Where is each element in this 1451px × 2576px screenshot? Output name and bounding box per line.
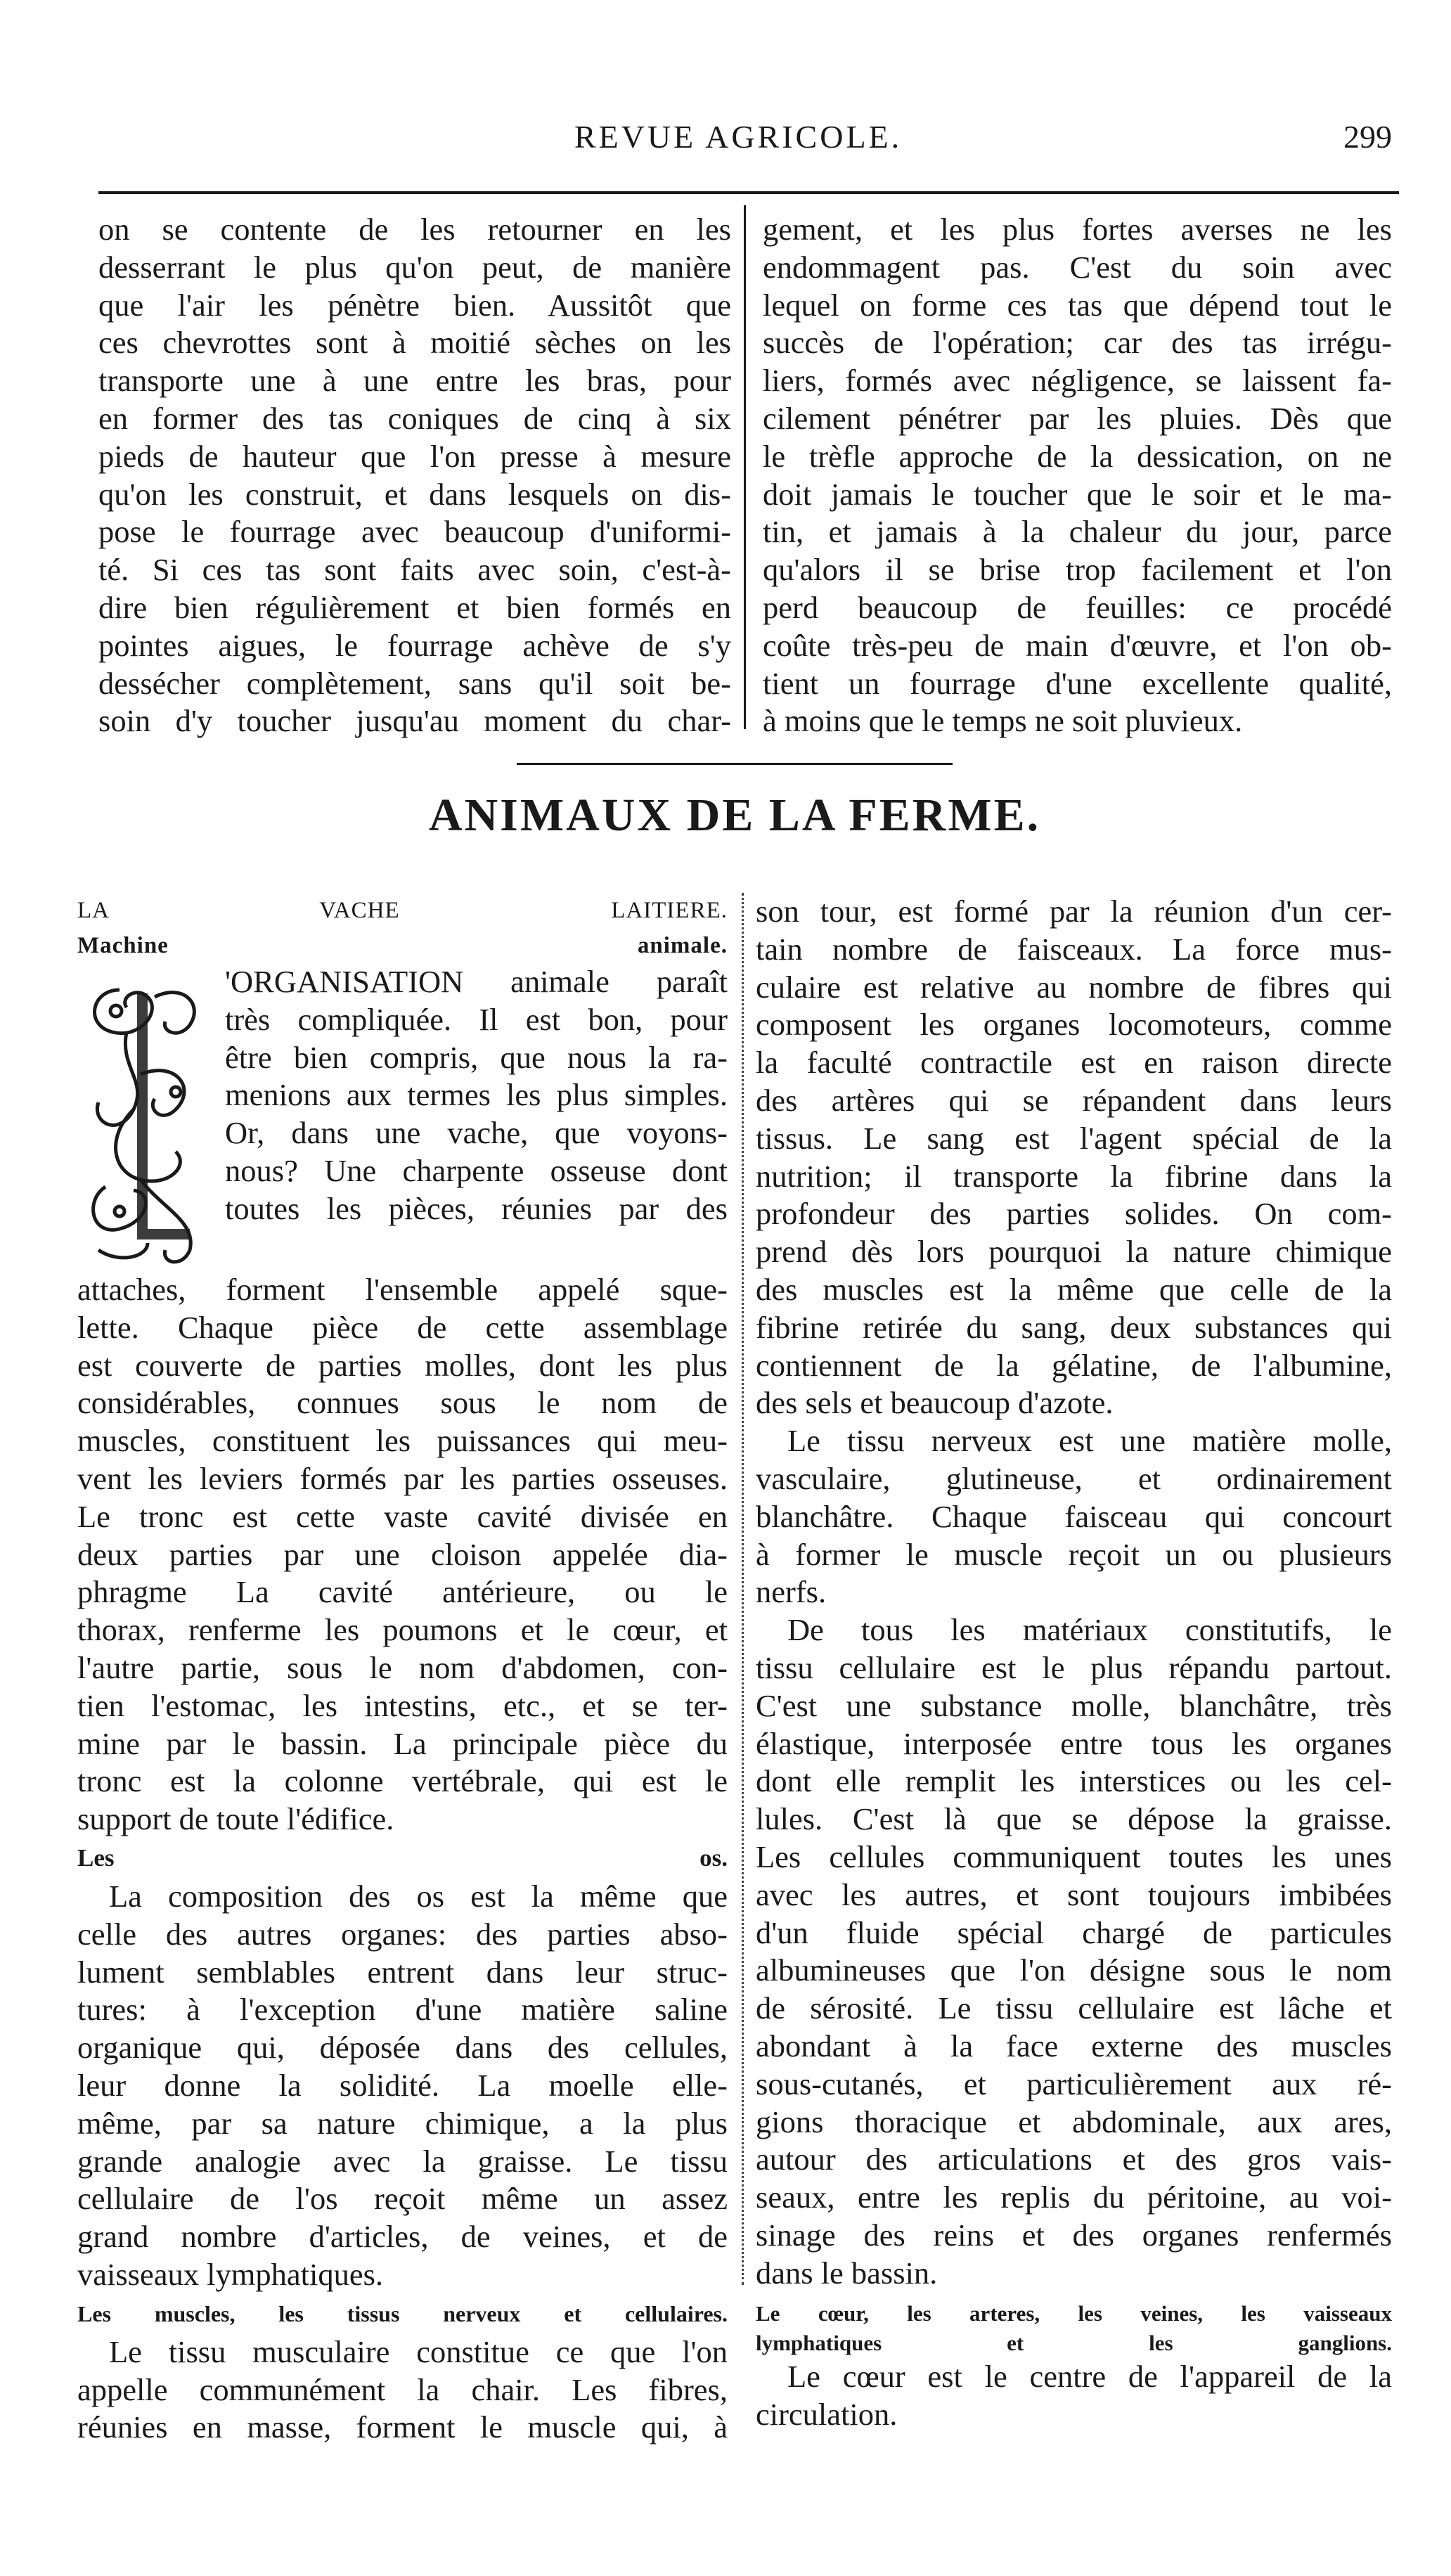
text-line: qu'alors il se brise trop facilement et l'on [763, 552, 1392, 588]
text-line: considérables, connues sous le nom de [77, 1385, 728, 1421]
text-line: pointes aigues, le fourrage achève de s'y [98, 627, 731, 663]
text-line: dessécher complètement, sans qu'il soit be- [98, 665, 731, 701]
subsection-heading-muscles: Les muscles, les tissus nerveux et cellulaires. [77, 2300, 728, 2326]
running-header: REVUE AGRICOLE. [574, 119, 903, 155]
text-line: soin d'y toucher jusqu'au moment du char- [98, 703, 731, 739]
text-line: lequel on forme ces tas que dépend tout le [763, 287, 1392, 323]
text-line: que l'air les pénètre bien. Aussitôt que [98, 287, 731, 323]
text-line: La composition des os est la même que [109, 1878, 728, 1914]
text-line: des artères qui se répandent dans leurs [756, 1082, 1392, 1118]
text-line: tissu cellulaire est le plus répandu partout. [756, 1649, 1392, 1685]
text-line: toutes les pièces, réunies par des [225, 1190, 728, 1226]
text-line: vaisseaux lymphatiques. [77, 2256, 384, 2292]
text-line: même, par sa nature chimique, a la plus [77, 2105, 728, 2141]
text-line: profondeur des parties solides. On com- [756, 1196, 1392, 1232]
text-line: à moins que le temps ne soit pluvieux. [763, 703, 1243, 739]
text-line: pose le fourrage avec beaucoup d'uniformi- [98, 514, 731, 550]
article-subtitle: Machine animale. [77, 933, 728, 958]
text-line: blanchâtre. Chaque faisceau qui concourt [756, 1498, 1392, 1534]
text-line: on se contente de les retourner en les [98, 212, 731, 247]
bottom-right-column [756, 893, 1392, 2434]
text-line: liers, formés avec négligence, se laissent fa- [763, 363, 1392, 399]
text-line: sinage des reins et des organes renfermés [756, 2217, 1392, 2253]
text-line: attaches, forment l'ensemble appelé sque- [77, 1272, 728, 1307]
text-line: leur donne la solidité. La moelle elle- [77, 2067, 728, 2103]
text-line: appelle communément la chair. Les fibres, [77, 2371, 728, 2407]
text-line: té. Si ces tas sont faits avec soin, c'est-à- [98, 552, 731, 588]
text-line: grand nombre d'articles, de veines, et de [77, 2219, 728, 2255]
text-line: à former le muscle reçoit un ou plusieurs [756, 1536, 1392, 1572]
text-line: tien l'estomac, les intestins, etc., et se ter- [77, 1687, 728, 1723]
text-line: thorax, renferme les poumons et le cœur, et [77, 1612, 728, 1648]
text-line: ces chevrottes sont à moitié sèches on les [98, 325, 731, 361]
text-line: nous? Une charpente osseuse dont [225, 1152, 728, 1188]
text-line: dans le bassin. [756, 2255, 938, 2291]
text-line: Le cœur est le centre de l'appareil de la [787, 2359, 1392, 2395]
text-line: très compliquée. Il est bon, pour [225, 1001, 728, 1037]
text-line: Les cellules communiquent toutes les unes [756, 1838, 1392, 1874]
page-number: 299 [1343, 119, 1392, 155]
text-line: dire bien régulièrement et bien formés en [98, 589, 731, 625]
text-line: perd beaucoup de feuilles: ce procédé [763, 589, 1392, 625]
text-line: culaire est relative au nombre de fibres qui [756, 969, 1392, 1005]
drop-cap-ornament-icon [77, 969, 211, 1271]
text-line: lules. C'est là que se dépose la graisse. [756, 1801, 1392, 1837]
text-line: Or, dans une vache, que voyons- [225, 1115, 728, 1151]
text-line: endommagent pas. C'est du soin avec [763, 249, 1392, 285]
text-line: tures: à l'exception d'une matière saline [77, 1992, 728, 2028]
text-line: est couverte de parties molles, dont les plus [77, 1347, 728, 1383]
heart-paragraph [756, 2358, 1392, 2434]
bones-paragraph [77, 1878, 728, 2294]
text-line: 'ORGANISATION animale paraît [225, 964, 728, 999]
muscles-continued-paragraph [756, 893, 1392, 1422]
text-line: tronc est la colonne vertébrale, qui est le [77, 1763, 728, 1799]
text-line: desserrant le plus qu'on peut, de manière [98, 249, 731, 285]
column-divider [744, 205, 746, 729]
text-line: dont elle remplit les interstices ou les cel- [756, 1763, 1392, 1799]
text-line: Le tissu nerveux est une matière molle, [787, 1423, 1392, 1459]
text-line: des muscles est la même que celle de la [756, 1271, 1392, 1307]
text-line: transporte une à une entre les bras, pour [98, 363, 731, 399]
text-line: support de toute l'édifice. [77, 1801, 394, 1837]
text-line: autour des articulations et des gros vais- [756, 2142, 1392, 2177]
text-line: la faculté contractile est en raison directe [756, 1045, 1392, 1081]
text-line: tain nombre de faisceaux. La force mus- [756, 931, 1392, 967]
text-line: d'un fluide spécial chargé de particules [756, 1914, 1392, 1950]
text-line: organique qui, déposée dans des cellules, [77, 2030, 728, 2066]
text-line: celle des autres organes: des parties abso- [77, 1916, 728, 1952]
text-line: nutrition; il transporte la fibrine dans la [756, 1158, 1392, 1194]
text-line: être bien compris, que nous la ra- [225, 1039, 728, 1075]
text-line: l'autre partie, sous le nom d'abdomen, con- [77, 1649, 728, 1685]
text-line: abondant à la face externe des muscles [756, 2028, 1392, 2063]
text-line: mine par le bassin. La principale pièce du [77, 1725, 728, 1761]
top-left-column [98, 211, 731, 740]
text-line: élastique, interposée entre tous les organes [756, 1725, 1392, 1761]
text-line: succès de l'opération; car des tas irrégu- [763, 325, 1392, 361]
text-line: de sérosité. Le tissu cellulaire est lâche et [756, 1990, 1392, 2026]
text-line: vasculaire, glutineuse, et ordinairement [756, 1460, 1392, 1496]
text-line: cellulaire de l'os reçoit même un assez [77, 2181, 728, 2217]
column-divider [742, 893, 744, 2285]
text-line: C'est une substance molle, blanchâtre, très [756, 1687, 1392, 1723]
text-line: nerfs. [756, 1574, 827, 1610]
text-line: cilement pénétrer par les pluies. Dès que [763, 400, 1392, 436]
subsection-heading-bones: Les os. [77, 1843, 728, 1872]
header-rule [98, 191, 1399, 194]
text-line: contiennent de la gélatine, de l'albumine, [756, 1347, 1392, 1383]
text-line: seaux, entre les replis du péritoine, au voi- [756, 2179, 1392, 2215]
text-line: albumineuses que l'on désigne sous le nom [756, 1952, 1392, 1988]
text-line: sous-cutanés, et particulièrement aux ré- [756, 2066, 1392, 2101]
section-rule [517, 763, 953, 765]
text-line: le trèfle approche de la dessication, on ne [763, 438, 1392, 474]
text-line: qu'on les construit, et dans lesquels on dis- [98, 476, 731, 512]
text-line: gions thoracique et abdominale, aux ares, [756, 2104, 1392, 2139]
text-line: circulation. [756, 2397, 898, 2433]
text-line: en former des tas coniques de cinq à six [98, 400, 731, 436]
text-line: Le tronc est cette vaste cavité divisée en [77, 1498, 728, 1534]
text-line: lette. Chaque pièce de cette assemblage [77, 1309, 728, 1345]
text-line: phragme La cavité antérieure, ou le [77, 1574, 728, 1610]
text-line: Le tissu musculaire constitue ce que l'on [109, 2333, 728, 2369]
text-line: pieds de hauteur que l'on presse à mesure [98, 438, 731, 474]
top-right-column [763, 211, 1392, 740]
section-title: ANIMAUX DE LA FERME. [428, 790, 1041, 841]
text-line: De tous les matériaux constitutifs, le [787, 1612, 1392, 1648]
text-line: tissus. Le sang est l'agent spécial de la [756, 1120, 1392, 1156]
text-line: tin, et jamais à la chaleur du jour, parce [763, 514, 1392, 550]
nerve-tissue-paragraph [756, 1422, 1392, 1611]
text-line: muscles, constituent les puissances qui meu- [77, 1423, 728, 1459]
subsection-heading-heart-cont: lymphatiques et les ganglions. [756, 2331, 1392, 2356]
text-line: vent les leviers formés par les parties osseuses. [77, 1460, 728, 1496]
text-line: gement, et les plus fortes averses ne les [763, 212, 1392, 247]
muscles-paragraph [77, 2333, 728, 2447]
text-line: avec les autres, et sont toujours imbibées [756, 1876, 1392, 1912]
article-title: LA VACHE LAITIERE. [77, 898, 728, 923]
subsection-heading-heart: Le cœur, les arteres, les veines, les vaisseaux [756, 2301, 1392, 2326]
text-line: composent les organes locomoteurs, comme [756, 1007, 1392, 1043]
text-line: réunies en masse, forment le muscle qui, à [77, 2409, 728, 2445]
bottom-left-column [77, 893, 728, 2447]
text-line: lument semblables entrent dans leur struc- [77, 1954, 728, 1990]
text-line: menions aux termes les plus simples. [225, 1077, 728, 1113]
text-line: son tour, est formé par la réunion d'un cer- [756, 894, 1392, 929]
cellular-tissue-paragraph [756, 1611, 1392, 2292]
text-line: deux parties par une cloison appelée dia- [77, 1536, 728, 1572]
ornamental-drop-cap [77, 969, 211, 1271]
text-line: fibrine retirée du sang, deux substances qui [756, 1309, 1392, 1345]
text-line: prend dès lors pourquoi la nature chimique [756, 1234, 1392, 1270]
text-line: doit jamais le toucher que le soir et le ma- [763, 476, 1392, 512]
text-line: grande analogie avec la graisse. Le tissu [77, 2143, 728, 2179]
text-line: des sels et beaucoup d'azote. [756, 1385, 1114, 1421]
text-line: tient un fourrage d'une excellente qualité, [763, 665, 1392, 701]
text-line: coûte très-peu de main d'œuvre, et l'on ob- [763, 627, 1392, 663]
